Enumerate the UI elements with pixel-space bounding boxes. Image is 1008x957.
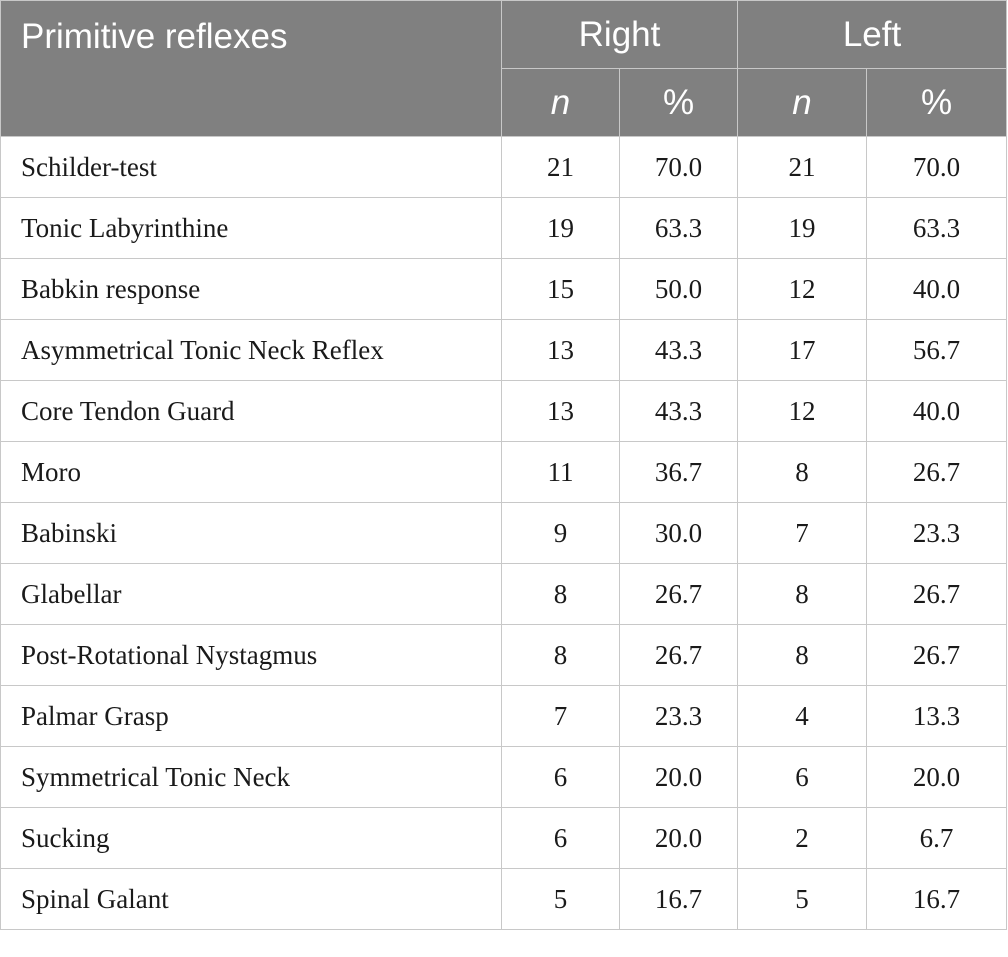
right-n-cell: 13 (502, 381, 620, 442)
right-n-cell: 13 (502, 320, 620, 381)
table-row (1, 137, 1007, 198)
reflex-name: Post-Rotational Nystagmus (1, 625, 502, 686)
left-n-cell: 8 (738, 625, 867, 686)
table-row (1, 564, 1007, 625)
right-n-cell: 8 (502, 625, 620, 686)
left-n-cell: 2 (738, 808, 867, 869)
left-pct-cell: 20.0 (867, 747, 1007, 808)
reflex-name: Symmetrical Tonic Neck (1, 747, 502, 808)
left-pct-cell: 63.3 (867, 198, 1007, 259)
column-header-left-pct: % (867, 69, 1007, 137)
right-n-cell: 7 (502, 686, 620, 747)
left-n-cell: 12 (738, 259, 867, 320)
table-row (1, 198, 1007, 259)
table-row (1, 259, 1007, 320)
right-pct-cell: 36.7 (620, 442, 738, 503)
reflex-name: Asymmetrical Tonic Neck Reflex (1, 320, 502, 381)
right-pct-cell: 26.7 (620, 625, 738, 686)
left-pct-cell: 56.7 (867, 320, 1007, 381)
left-pct-cell: 70.0 (867, 137, 1007, 198)
column-header-right-pct: % (620, 69, 738, 137)
right-pct-cell: 70.0 (620, 137, 738, 198)
table-header (1, 1, 1007, 137)
table-row (1, 747, 1007, 808)
left-pct-cell: 23.3 (867, 503, 1007, 564)
left-pct-cell: 40.0 (867, 381, 1007, 442)
right-n-cell: 9 (502, 503, 620, 564)
left-pct-cell: 13.3 (867, 686, 1007, 747)
right-pct-cell: 20.0 (620, 808, 738, 869)
right-pct-cell: 63.3 (620, 198, 738, 259)
left-pct-cell: 6.7 (867, 808, 1007, 869)
right-pct-cell: 23.3 (620, 686, 738, 747)
reflex-name: Core Tendon Guard (1, 381, 502, 442)
reflex-name: Palmar Grasp (1, 686, 502, 747)
right-n-cell: 21 (502, 137, 620, 198)
right-pct-cell: 30.0 (620, 503, 738, 564)
left-pct-cell: 40.0 (867, 259, 1007, 320)
column-group-right: Right (502, 1, 738, 69)
right-n-cell: 19 (502, 198, 620, 259)
reflex-name: Babinski (1, 503, 502, 564)
left-n-cell: 6 (738, 747, 867, 808)
table-row (1, 625, 1007, 686)
left-n-cell: 8 (738, 442, 867, 503)
left-n-cell: 17 (738, 320, 867, 381)
right-pct-cell: 16.7 (620, 869, 738, 930)
right-n-cell: 8 (502, 564, 620, 625)
reflex-name: Moro (1, 442, 502, 503)
right-pct-cell: 20.0 (620, 747, 738, 808)
header-row-groups (1, 1, 1007, 69)
reflex-name: Spinal Galant (1, 869, 502, 930)
table-row (1, 808, 1007, 869)
right-n-cell: 6 (502, 808, 620, 869)
column-header-left-n: n (738, 69, 867, 137)
right-pct-cell: 43.3 (620, 381, 738, 442)
reflex-name: Sucking (1, 808, 502, 869)
table-row (1, 686, 1007, 747)
left-n-cell: 21 (738, 137, 867, 198)
reflex-name: Tonic Labyrinthine (1, 198, 502, 259)
table-row (1, 442, 1007, 503)
left-n-cell: 4 (738, 686, 867, 747)
right-pct-cell: 50.0 (620, 259, 738, 320)
column-group-left: Left (738, 1, 1007, 69)
reflex-name: Schilder-test (1, 137, 502, 198)
column-header-right-n: n (502, 69, 620, 137)
right-pct-cell: 43.3 (620, 320, 738, 381)
reflex-name: Babkin response (1, 259, 502, 320)
left-n-cell: 8 (738, 564, 867, 625)
table-row (1, 381, 1007, 442)
left-pct-cell: 26.7 (867, 625, 1007, 686)
left-n-cell: 19 (738, 198, 867, 259)
right-n-cell: 11 (502, 442, 620, 503)
right-pct-cell: 26.7 (620, 564, 738, 625)
left-n-cell: 5 (738, 869, 867, 930)
left-pct-cell: 16.7 (867, 869, 1007, 930)
table-row (1, 869, 1007, 930)
column-header-reflexes: Primitive reflexes (1, 1, 502, 137)
table-body (1, 137, 1007, 930)
right-n-cell: 6 (502, 747, 620, 808)
reflex-name: Glabellar (1, 564, 502, 625)
left-n-cell: 7 (738, 503, 867, 564)
right-n-cell: 15 (502, 259, 620, 320)
left-n-cell: 12 (738, 381, 867, 442)
left-pct-cell: 26.7 (867, 442, 1007, 503)
left-pct-cell: 26.7 (867, 564, 1007, 625)
table-row (1, 503, 1007, 564)
right-n-cell: 5 (502, 869, 620, 930)
table-row (1, 320, 1007, 381)
